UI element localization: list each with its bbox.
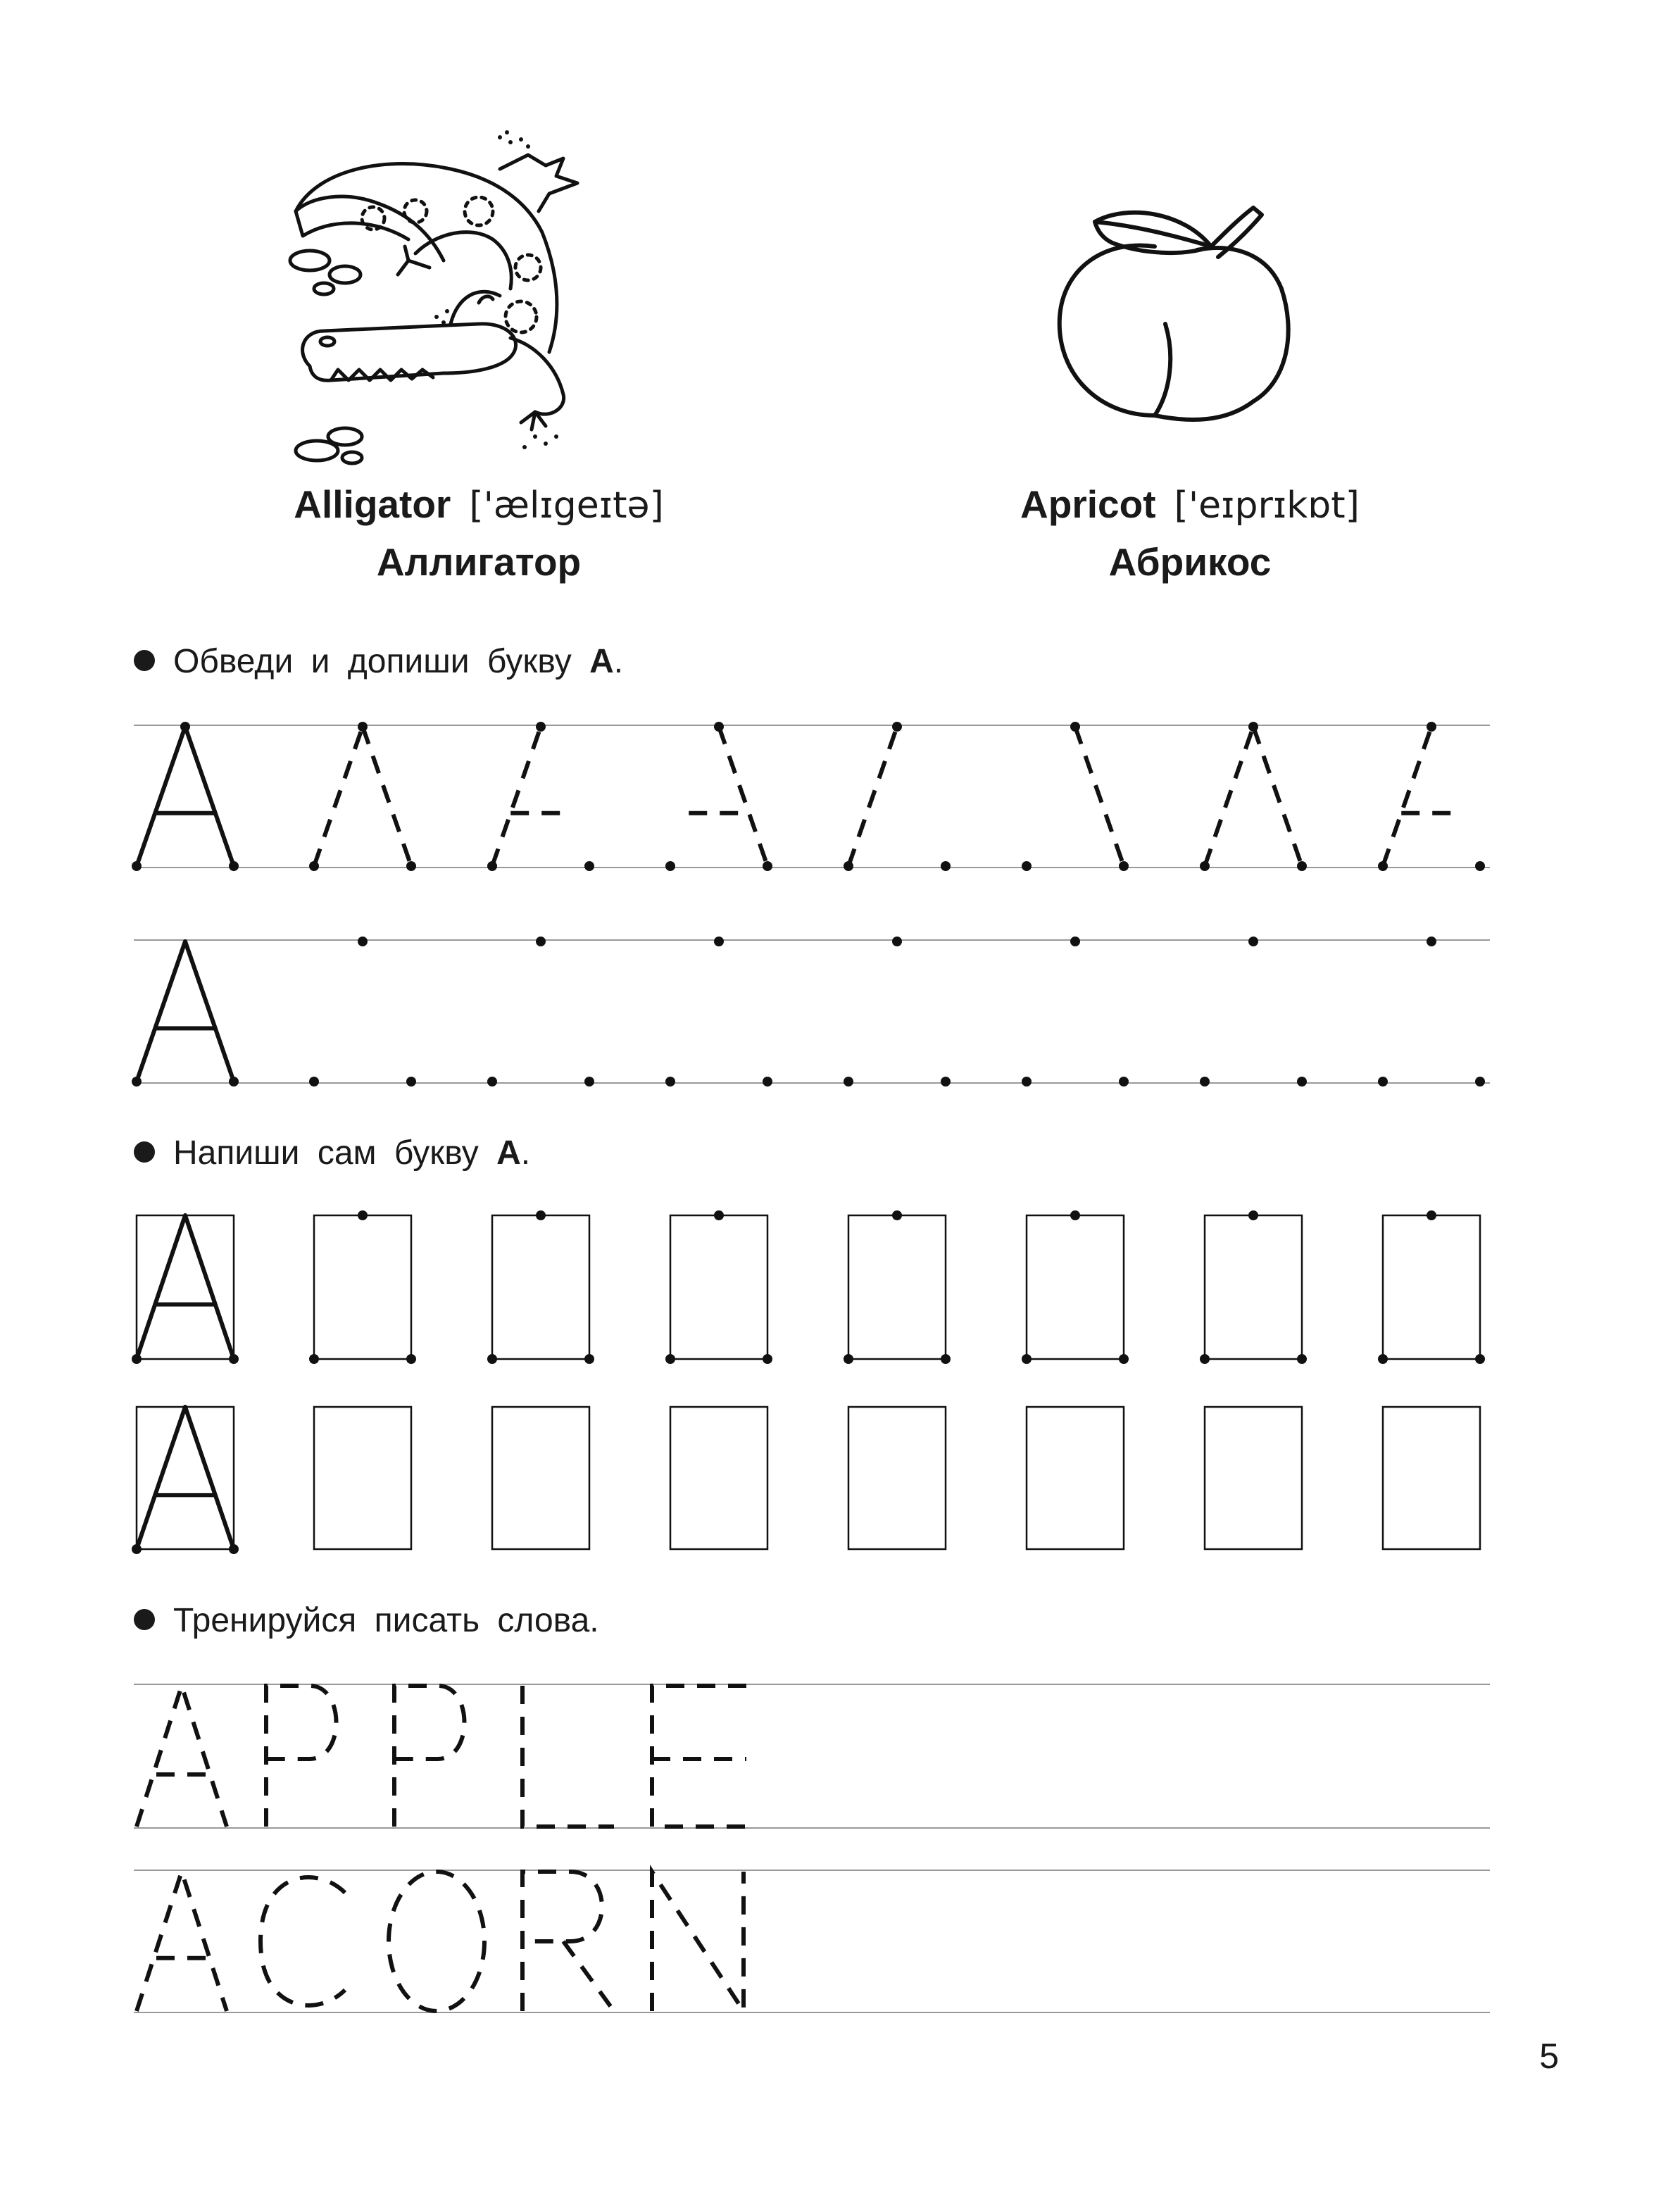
guide-dot: [1378, 1077, 1388, 1087]
instruction-letter: А: [589, 643, 614, 680]
letter-box: [848, 1407, 946, 1549]
guide-dot: [1378, 1354, 1388, 1364]
guide-dot: [229, 1077, 239, 1087]
guide-dot: [1297, 1354, 1307, 1364]
guide-dot: [665, 1354, 675, 1364]
guide-dot: [1427, 937, 1436, 946]
guide-dot: [132, 1354, 142, 1364]
stroke-right: [185, 1407, 234, 1549]
stroke-right: [185, 727, 234, 866]
letter-P: [394, 1686, 465, 1827]
guide-dot: [584, 1354, 594, 1364]
instruction-end: .: [613, 643, 624, 680]
letter-box: [314, 1215, 411, 1359]
guide-dot: [1297, 861, 1307, 871]
guide-dot: [763, 861, 772, 871]
guide-dot: [665, 861, 675, 871]
transcription: ['eɪprɪkɒt]: [1174, 484, 1360, 527]
guide-dot: [358, 1210, 368, 1220]
guide-dot: [229, 861, 239, 871]
stroke-right: [1253, 727, 1302, 866]
guide-dot: [1070, 722, 1080, 732]
trace-row-2[interactable]: [132, 937, 1485, 1087]
guide-dot: [536, 937, 546, 946]
letter-boxes-row-1[interactable]: [132, 1210, 1485, 1364]
letter-A: [137, 1872, 227, 2011]
instruction-text: Обведи и допиши букву: [173, 643, 590, 680]
letter-O: [389, 1872, 484, 2011]
stroke-left: [314, 727, 363, 866]
stroke-right: [363, 727, 411, 866]
guide-dot: [1475, 861, 1485, 871]
instruction-text: Тренируйся писать слова.: [173, 1602, 599, 1639]
guide-dot: [892, 1210, 902, 1220]
letter-box: [1205, 1215, 1302, 1359]
instruction-text: Напиши сам букву: [173, 1134, 497, 1172]
guide-dot: [1119, 1077, 1129, 1087]
guide-dot: [309, 1354, 319, 1364]
guide-dot: [844, 861, 853, 871]
letter-C: [261, 1877, 345, 2005]
letter-box: [492, 1407, 589, 1549]
guide-dot: [487, 861, 497, 871]
guide-dot: [1475, 1354, 1485, 1364]
stroke-left: [1205, 727, 1253, 866]
guide-dot: [1022, 861, 1032, 871]
letter-box: [1383, 1407, 1480, 1549]
guide-dot: [1119, 861, 1129, 871]
word-ru: Абрикос: [1108, 540, 1272, 584]
word-en: Apricot: [1020, 482, 1156, 526]
letter-box: [1383, 1215, 1480, 1359]
guide-dot: [892, 937, 902, 946]
letter-boxes-row-2[interactable]: [132, 1407, 1480, 1554]
letter-A: [137, 1686, 227, 1827]
word-en: Alligator: [294, 482, 451, 526]
letter-N: [652, 1872, 744, 2011]
guide-dot: [358, 937, 368, 946]
stroke-right: [719, 727, 767, 866]
guide-dot: [1475, 1077, 1485, 1087]
instruction-end: .: [520, 1134, 531, 1172]
stroke-right: [1075, 727, 1124, 866]
transcription: ['ælɪgeɪtə]: [469, 484, 664, 527]
stroke-left: [137, 1215, 185, 1359]
page-number: 5: [1539, 2036, 1559, 2076]
guide-dot: [941, 1077, 951, 1087]
guide-dot: [229, 1544, 239, 1554]
guide-dot: [1378, 861, 1388, 871]
letter-E: [652, 1686, 746, 1827]
guide-dot: [1200, 861, 1210, 871]
guide-dot: [406, 861, 416, 871]
guide-dot: [763, 1077, 772, 1087]
guide-dot: [1022, 1354, 1032, 1364]
guide-dot: [536, 1210, 546, 1220]
letter-P: [266, 1686, 337, 1827]
letter-box: [137, 1215, 234, 1359]
guide-dot: [1070, 937, 1080, 946]
letter-box: [314, 1407, 411, 1549]
word-tracing[interactable]: [137, 1686, 746, 2011]
guide-dot: [1022, 1077, 1032, 1087]
guide-dot: [1248, 937, 1258, 946]
guide-dot: [665, 1077, 675, 1087]
stroke-right: [185, 1215, 234, 1359]
guide-dot: [844, 1077, 853, 1087]
guide-dot: [1427, 1210, 1436, 1220]
guide-dot: [309, 1077, 319, 1087]
guide-dot: [229, 1354, 239, 1364]
guide-dot: [1248, 1210, 1258, 1220]
guide-dot: [1119, 1354, 1129, 1364]
guide-dot: [584, 861, 594, 871]
guide-dot: [714, 937, 724, 946]
instruction-letter: А: [496, 1134, 521, 1172]
guide-dot: [892, 722, 902, 732]
stroke-left: [137, 727, 185, 866]
guide-dot: [1297, 1077, 1307, 1087]
guide-dot: [180, 722, 190, 732]
guide-dot: [406, 1354, 416, 1364]
guide-dot: [714, 722, 724, 732]
letter-box: [1205, 1407, 1302, 1549]
guide-dot: [309, 861, 319, 871]
ruled-lines: [134, 725, 1490, 2012]
guide-dot: [941, 1354, 951, 1364]
stroke-left: [848, 727, 897, 866]
guide-dot: [487, 1354, 497, 1364]
guide-dot: [1427, 722, 1436, 732]
guide-dot: [358, 722, 368, 732]
letter-box: [137, 1407, 234, 1549]
guide-dot: [536, 722, 546, 732]
guide-dot: [763, 1354, 772, 1364]
letter-L: [522, 1686, 614, 1827]
guide-dot: [1248, 722, 1258, 732]
guide-dot: [132, 1077, 142, 1087]
guide-dot: [1200, 1077, 1210, 1087]
stroke-left: [137, 941, 185, 1082]
guide-dot: [487, 1077, 497, 1087]
stroke-left: [137, 1407, 185, 1549]
trace-row-1[interactable]: [132, 722, 1485, 871]
letter-box: [848, 1215, 946, 1359]
letter-R: [522, 1872, 614, 2011]
guide-dot: [844, 1354, 853, 1364]
guide-dot: [1070, 1210, 1080, 1220]
guide-dot: [132, 1544, 142, 1554]
guide-dot: [406, 1077, 416, 1087]
guide-dot: [132, 861, 142, 871]
word-ru: Аллигатор: [376, 540, 582, 584]
stroke-left: [1383, 727, 1431, 866]
guide-dot: [1200, 1354, 1210, 1364]
stroke-left: [492, 727, 541, 866]
letter-box: [492, 1215, 589, 1359]
letter-box: [1027, 1407, 1124, 1549]
letter-box: [670, 1407, 767, 1549]
guide-dot: [584, 1077, 594, 1087]
guide-dot: [941, 861, 951, 871]
letter-box: [1027, 1215, 1124, 1359]
guide-dot: [714, 1210, 724, 1220]
letter-box: [670, 1215, 767, 1359]
stroke-right: [185, 941, 234, 1082]
